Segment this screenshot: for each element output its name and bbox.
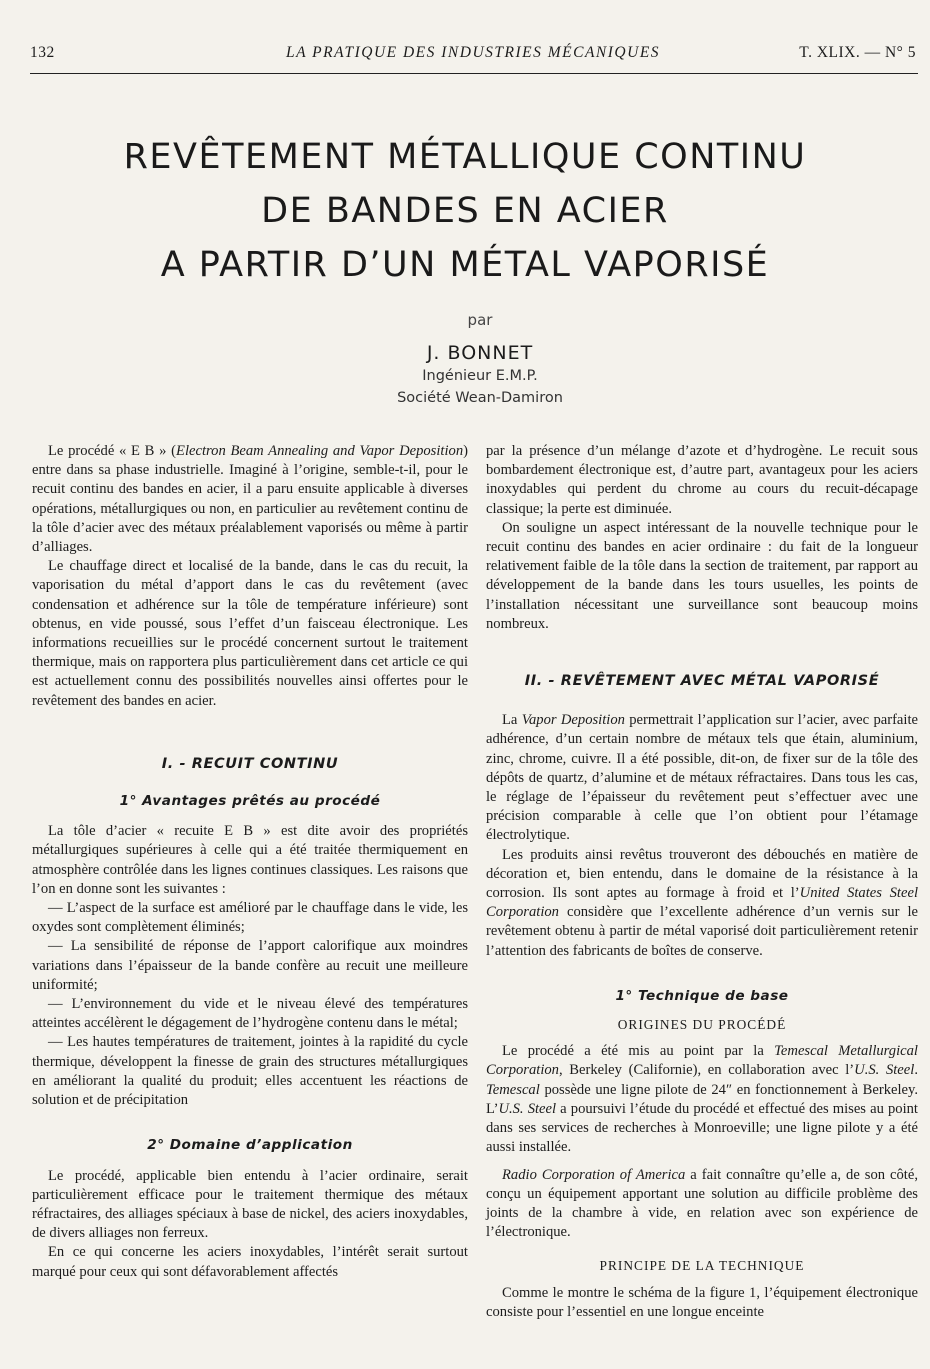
small-caps-heading-2: PRINCIPE DE LA TECHNIQUE — [599, 1258, 805, 1274]
subsection-heading-1: 1° Avantages prêtés au procédé — [119, 793, 381, 810]
intro-paragraph-1: Le procédé « E B » (Electron Beam Annealing and Vapor Deposition) entre dans sa phase industrielle. Imaginé à l’origine, semble-t-il, pour le recuit continu des bandes en acier, il a paru ensuite applicable à diverses opérations, métallurgiques ou non, en particulier au revêtement continu de la tôle d’acier avec des métaux préalablement vaporisés ou même à partir d’alliages. — [32, 443, 468, 556]
list-item: — La sensibilité de réponse de l’apport calorifique aux moindres variations dans l’épaisseur de la bande confère au recuit une meilleure uniformité; — [32, 938, 468, 993]
section-heading-2: II. - REVÊTEMENT AVEC MÉTAL VAPORISÉ — [524, 673, 880, 690]
page-number: 132 — [30, 44, 55, 61]
byline-par: par — [467, 311, 493, 329]
volume-issue: T. XLIX. — N° 5 — [799, 44, 916, 61]
paragraph: par la présence d’un mélange d’azote et d’hydrogène. Le recuit sous bombardement électronique est, d’autre part, avantageux pour les aciers inoxydables qui perdent du chrome au cours du recuit-décapage classique; la perte est diminuée. — [486, 443, 918, 517]
author-name: J. BONNET — [426, 342, 534, 364]
left-column — [32, 442, 468, 1282]
intro-paragraph-2: Le chauffage direct et localisé de la bande, dans le cas du recuit, la vaporisation du métal d’apport dans le cas du revêtement (avec condensation et adhérence sur la tôle de température inférieure) sont obtenus, en vide poussé, sous l’effet d’un faisceau électronique. Les informations recueillies sur le procédé concernent surtout le traitement thermique, mais on rapportera plus particulièrement dans cet article ce qui est actuellement connu des possibilités nouvelles ainsi offertes pour le revêtement des bandes en acier. — [32, 558, 468, 709]
author-company: Société Wean-Damiron — [397, 390, 563, 406]
paragraph: Le procédé, applicable bien entendu à l’acier ordinaire, serait particulièrement efficace pour le traitement thermique des métaux réfractaires, des alliages spéciaux à base de nickel, des aciers inoxydables, de divers alliages non ferreux. — [32, 1167, 468, 1242]
title-line-1: REVÊTEMENT MÉTALLIQUE CONTINU — [123, 137, 807, 177]
section-heading-1: I. - RECUIT CONTINU — [161, 755, 339, 772]
journal-title: LA PRATIQUE DES INDUSTRIES MÉCANIQUES — [285, 44, 661, 61]
title-line-3: A PARTIR D’UN MÉTAL VAPORISÉ — [160, 245, 770, 285]
right-column — [486, 442, 918, 1322]
small-caps-heading-1: ORIGINES DU PROCÉDÉ — [617, 1017, 787, 1033]
paragraph: La tôle d’acier « recuite E B » est dite avoir des propriétés métallurgiques supérieures à celle qui a été traitée thermiquement en atmosphère contrôlée dans les lignes continues classiques. Les raisons que l’on en donne sont les suivantes : — [32, 823, 468, 897]
article-title — [0, 130, 930, 292]
subsection-heading-3: 1° Technique de base — [615, 987, 789, 1004]
paragraph: La Vapor Deposition permettrait l’application sur l’acier, avec parfaite adhérence, d’un certain nombre de métaux tels que étain, aluminium, zinc, chrome, cuivre. Il a été possible, dit-on, de fixer sur de la tôle des dépôts de quartz, d’alumine et de métaux réfractaires. Dans tous les cas, le réglage de l’épaisseur du revêtement peut s’effectuer avec une précision comparable à celle que l’on obtient pour l’étamage électrolytique. — [486, 712, 918, 844]
header-rule — [30, 73, 918, 74]
list-item: — Les hautes températures de traitement, jointes à la rapidité du cycle thermique, développent la finesse de grain des structures métallurgiques en améliorant la qualité du produit; elles accentuent les réactions de solution et de précipitation — [32, 1034, 468, 1109]
list-item: — L’aspect de la surface est amélioré par le chauffage dans le vide, les oxydes sont complètement éliminés; — [32, 900, 468, 936]
list-item: — L’environnement du vide et le niveau élevé des températures atteintes accélèrent le dégagement de l’hydrogène contenu dans le métal; — [32, 996, 468, 1032]
paragraph: On souligne un aspect intéressant de la nouvelle technique pour le recuit continu des bandes en acier ordinaire : du fait de la longueur relativement faible de la tôle dans la section de traitement, par rapport au développement de la bande dans les tours usuelles, les points de l’installation nécessitant une surveillance sont beaucoup moins nombreux. — [486, 519, 918, 632]
paragraph: Comme le montre le schéma de la figure 1, l’équipement électronique consiste pour l’essentiel en une longue enceinte — [486, 1284, 918, 1320]
paragraph: Le procédé a été mis au point par la Temescal Metallurgical Corporation, Berkeley (Californie), en collaboration avec l’U.S. Steel. Temescal possède une ligne pilote de 24″ en fonctionnement à Berkeley. L’U.S. Steel a poursuivi l’étude du procédé et effectué des mises au point dans ses services de recherches à Monroeville; une ligne pilote y a été aussi installée. — [486, 1043, 918, 1156]
subsection-heading-2: 2° Domaine d’application — [147, 1137, 353, 1154]
byline — [0, 311, 930, 408]
paragraph: En ce qui concerne les aciers inoxydables, l’intérêt serait surtout marqué pour ceux qui sont défavorablement affectés — [32, 1244, 468, 1280]
paragraph: Les produits ainsi revêtus trouveront des débouchés en matière de décoration et, bien entendu, dans le domaine de la résistance à la corrosion. Ils sont aptes au formage à froid et l’United States Steel Corporation considère que l’excellente adhérence d’un vernis sur le revêtement obtenu à partir de métal vaporisé doit particulièrement retenir l’attention des fabricants de boîtes de conserve. — [486, 846, 918, 959]
title-line-2: DE BANDES EN ACIER — [261, 191, 669, 231]
author-title: Ingénieur E.M.P. — [422, 368, 538, 384]
paragraph: Radio Corporation of America a fait connaître qu’elle a, de son côté, conçu un équipement apportant une solution au difficile problème des joints de la chambre à vide, en relation avec son expérience de l’électronique. — [486, 1166, 918, 1241]
